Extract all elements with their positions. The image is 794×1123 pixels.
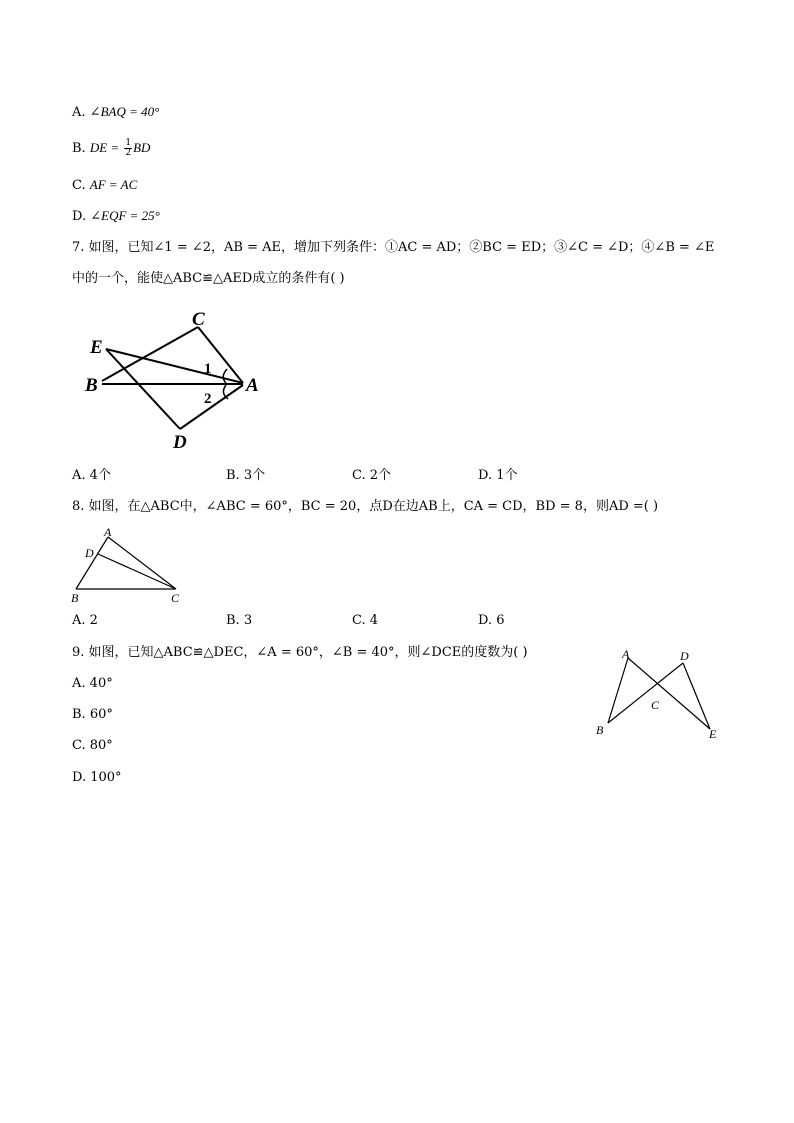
option-text: 2 xyxy=(89,613,98,628)
q8-option-b xyxy=(226,612,252,630)
q7-option-d xyxy=(478,467,518,485)
option-text: 80° xyxy=(89,738,113,753)
q7-stem-line2: 中的一个，能使△ABC≌△AED成立的条件有( ) xyxy=(72,271,345,286)
segment-de xyxy=(683,663,710,729)
label-e: E xyxy=(709,727,717,741)
label-b: B xyxy=(596,723,604,737)
option-letter: A. xyxy=(72,613,86,628)
q9-figure xyxy=(588,643,728,743)
segment-da xyxy=(180,385,243,429)
q6-option-d xyxy=(72,207,160,226)
q9-stem-line1: 9. 如图，已知△ABC≌△DEC，∠A = 60°，∠B = 40°，则∠DCE的度数为( ) xyxy=(72,645,528,660)
option-letter: C. xyxy=(352,613,366,628)
option-letter: C. xyxy=(72,178,86,193)
q7-option-c xyxy=(352,467,391,485)
label-a: A xyxy=(246,375,259,396)
option-text: 60° xyxy=(89,707,113,722)
option-text: 40° xyxy=(89,676,113,691)
segment-bc xyxy=(102,327,198,381)
q7-option-b xyxy=(226,467,265,485)
option-letter: D. xyxy=(72,209,87,224)
q8-option-a xyxy=(72,612,98,630)
option-text: 1个 xyxy=(496,468,518,483)
q8-option-d xyxy=(478,612,505,630)
option-text: 100° xyxy=(90,770,122,785)
label-d: D xyxy=(173,432,187,453)
q9-option-b xyxy=(72,706,113,724)
segment-ab xyxy=(608,658,628,723)
label-c: C xyxy=(192,309,205,330)
option-text: 3个 xyxy=(243,468,266,483)
q6-option-a xyxy=(72,103,159,122)
option-letter: B. xyxy=(226,613,240,628)
segment-ea xyxy=(106,349,243,383)
option-text: ∠EQF = 25° xyxy=(90,208,160,223)
fraction-denominator: 2 xyxy=(125,148,132,158)
option-text-lhs: DE = xyxy=(89,140,120,155)
q8-option-c xyxy=(352,612,378,630)
option-letter: B. xyxy=(72,707,86,722)
label-b: B xyxy=(71,591,79,605)
option-letter: C. xyxy=(72,738,86,753)
option-text: 2个 xyxy=(369,468,392,483)
label-d: D xyxy=(680,649,689,663)
label-d: D xyxy=(85,546,94,560)
option-letter: A. xyxy=(72,676,86,691)
label-a: A xyxy=(622,647,630,661)
option-text-rhs: BD xyxy=(133,140,151,155)
option-letter: B. xyxy=(226,468,240,483)
option-letter: A. xyxy=(72,105,86,120)
option-letter: C. xyxy=(352,468,366,483)
label-e: E xyxy=(90,337,103,358)
fraction-numerator: 1 xyxy=(125,138,132,148)
option-text: 3 xyxy=(243,613,253,628)
option-letter: D. xyxy=(478,468,493,483)
option-letter: B. xyxy=(72,141,86,156)
q7-option-a xyxy=(72,467,111,485)
option-text: 4 xyxy=(369,613,379,628)
label-c: C xyxy=(171,591,180,605)
segment-ed xyxy=(106,349,180,429)
option-text: ∠BAQ = 40° xyxy=(89,104,160,119)
option-letter: D. xyxy=(478,613,493,628)
q9-option-d xyxy=(72,769,122,787)
option-letter: D. xyxy=(72,770,87,785)
q9-option-c xyxy=(72,737,113,755)
q6-option-c xyxy=(72,176,137,195)
q7-figure xyxy=(80,305,270,455)
q6-option-b xyxy=(72,139,150,158)
segment-ab xyxy=(76,537,108,589)
option-text: AF = AC xyxy=(89,177,138,192)
label-c: C xyxy=(651,698,660,712)
fraction xyxy=(124,139,132,158)
option-letter: A. xyxy=(72,468,86,483)
q7-stem-line1: 7. 如图，已知∠1 = ∠2，AB = AE，增加下列条件：①AC = AD；②BC = ED；③∠C = ∠D；④∠B = ∠E xyxy=(72,240,715,255)
angle-arc-1 xyxy=(223,369,227,383)
option-text: 4个 xyxy=(89,468,111,483)
label-b: B xyxy=(85,375,98,396)
label-a: A xyxy=(104,525,112,539)
q8-figure xyxy=(66,525,191,607)
segment-bc-extended xyxy=(608,663,683,723)
option-text: 6 xyxy=(496,613,505,628)
label-angle-2: 2 xyxy=(204,391,212,407)
q9-option-a xyxy=(72,675,113,693)
label-angle-1: 1 xyxy=(204,361,212,377)
segment-ae xyxy=(628,658,710,729)
q8-stem-line1: 8. 如图，在△ABC中，∠ABC = 60°，BC = 20，点D在边AB上，CA = CD，BD = 8，则AD =( ) xyxy=(72,499,659,514)
